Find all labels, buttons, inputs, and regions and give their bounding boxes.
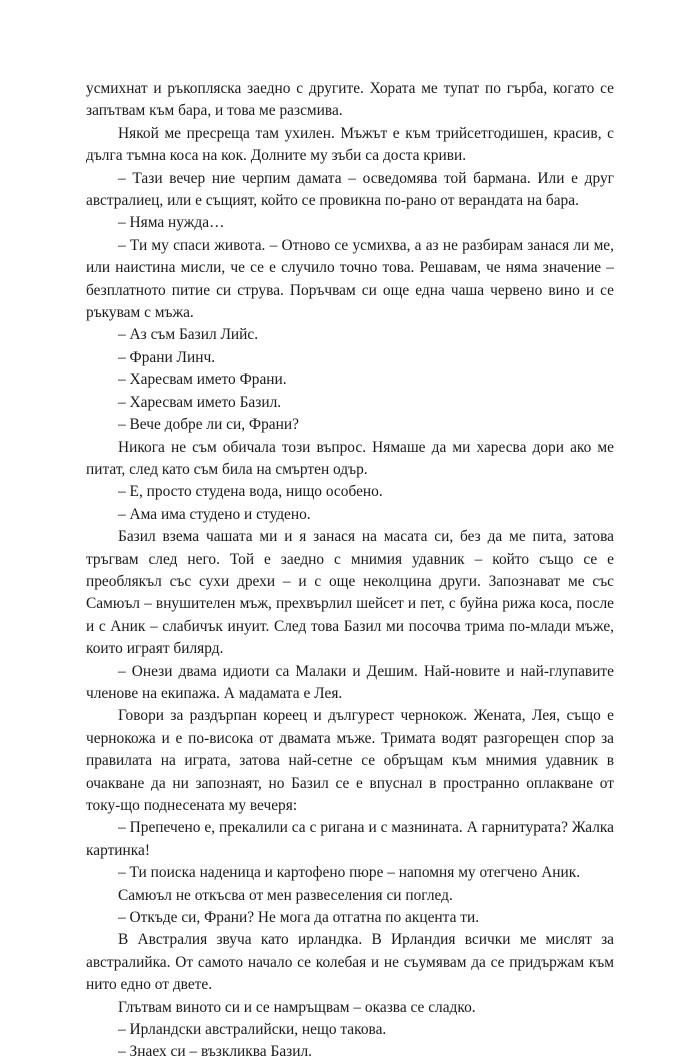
paragraph: – Вече добре ли си, Франи? — [118, 416, 299, 434]
paragraph: Самюъл не откъсва от мен развеселения си поглед. — [118, 886, 453, 904]
paragraph: – Препечено е, прекалили са с ригана и с мазнината. А гарнитурата? Жалка картинка! — [86, 819, 614, 859]
paragraph: – Харесвам името Франи. — [118, 371, 287, 389]
paragraph: – Откъде си, Франи? Не мога да отгатна по акцента ти. — [118, 909, 480, 927]
paragraph: усмихнат и ръкопляска заедно с другите. Хората ме тупат по гърба, когато се запътвам към бара, и това ме разсмива. — [86, 80, 614, 120]
paragraph: – Няма нужда… — [118, 214, 225, 232]
paragraph: Говори за раздърпан кореец и дългурест чернокож. Жената, Лея, също е чернокожа и е по-висока от двамата мъже. Тримата водят разгорещен спор за правилата на играта, затова най-сетне се обръщам към мнимия удавник в очакване да ни запознаят, но Базил се е впуснал в пространно оплакване от току-що поднесената му вечеря: — [86, 707, 614, 814]
paragraph: – Ама има студено и студено. — [118, 505, 311, 523]
paragraph: – Франи Линч. — [118, 348, 216, 366]
paragraph: Базил взема чашата ми и я занася на масата си, без да ме пита, затова тръгвам след него. Той е заедно с мнимия удавник – който също се е преоблякъл със сухи дрехи – и с още неколцина други. Запознават ме със Самюъл – внушителен мъж, прехвърлил шейсет и пет, с буйна рижа коса, после и с Аник – слабичък инуит. След това Базил ми посочва трима по-млади мъже, които играят билярд. — [86, 528, 614, 658]
paragraph: – Аз съм Базил Лийс. — [118, 326, 259, 344]
paragraph: – Знаех си – възкликва Базил. — [118, 1043, 312, 1061]
paragraph: Глътвам виното си и се намръщвам – оказва се сладко. — [118, 998, 476, 1016]
paragraph: – Е, просто студена вода, нищо особено. — [118, 483, 383, 501]
paragraph: – Ти му спаси живота. – Отново се усмихва, а аз не разбирам занася ли ме, или наистина мисли, че се е случило точно това. Решавам, че няма значение – безплатното питие си струва. Поръчвам си още една чаша червено вино и се ръкувам с мъжа. — [86, 236, 614, 322]
book-page — [86, 78, 614, 1064]
paragraph: – Тази вечер ние черпим дамата – осведомява той бармана. Или е друг австралиец, или е същият, който се провикна по-рано от верандата на бара. — [86, 169, 614, 210]
paragraph: В Австралия звуча като ирландка. В Ирландия всички ме мислят за австралийка. От самото начало се колебая и не съумявам да се придържам към нито едно от двете. — [86, 931, 614, 994]
paragraph: – Онези двама идиоти са Малаки и Дешим. Най-новите и най-глупавите членове на екипажа. А мадамата е Лея. — [86, 662, 614, 702]
paragraph: – Ти поиска наденица и картофено пюре – напомня му отегчено Аник. — [118, 864, 581, 882]
paragraph: Някой ме пресреща там ухилен. Мъжът е към трийсетгодишен, красив, с дълга тъмна коса на кок. Долните му зъби са доста криви. — [86, 124, 614, 165]
paragraph: – Харесвам името Базил. — [118, 393, 282, 411]
paragraph: – Ирландски австралийски, нещо такова. — [118, 1021, 387, 1039]
paragraph: Никога не съм обичала този въпрос. Нямаше да ми харесва дори ако ме питат, след като съм била на смъртен одър. — [86, 438, 614, 478]
